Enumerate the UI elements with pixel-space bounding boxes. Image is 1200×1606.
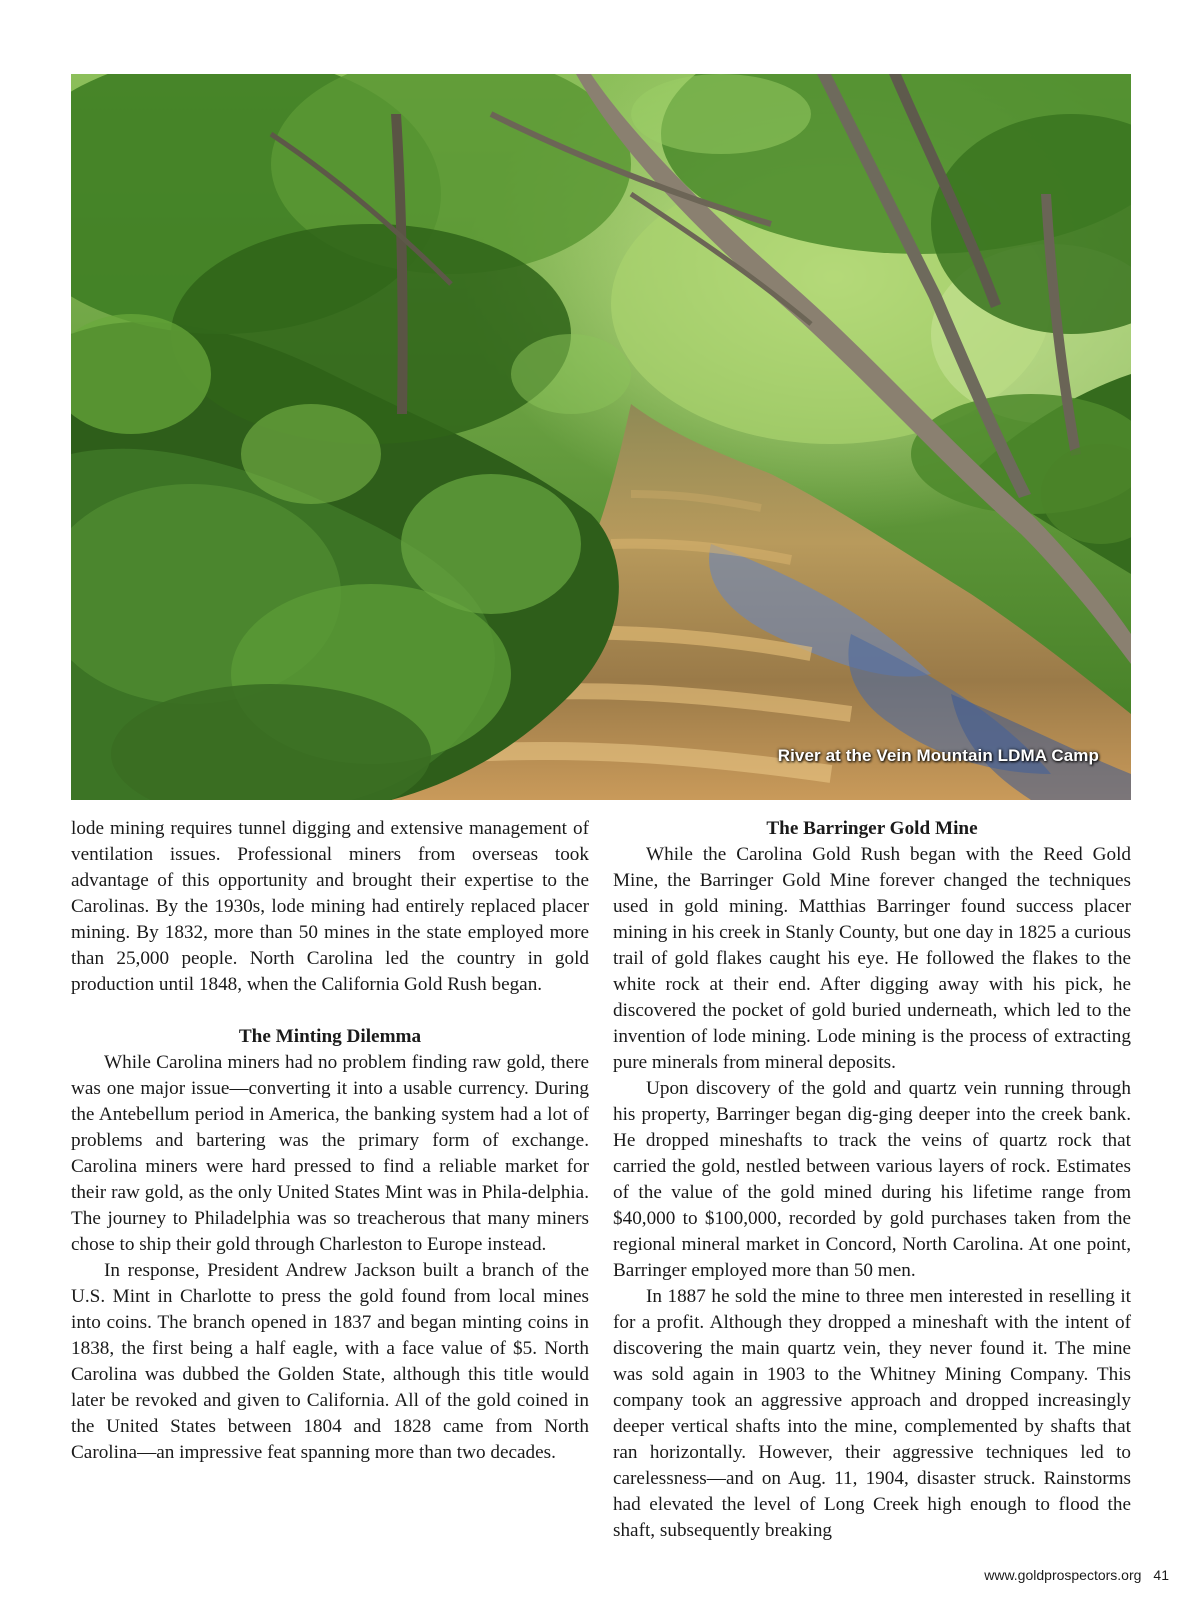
website-url: www.goldprospectors.org xyxy=(984,1567,1142,1583)
section-heading-barringer-gold-mine: The Barringer Gold Mine xyxy=(766,818,978,839)
minting-paragraph-1: While Carolina miners had no problem finding raw gold, there was one major issue—converting it into a usable currency. During the Antebellum period in America, the banking system had a lot of problems and bartering was the primary form of exchange. Carolina miners were hard pressed to find a reliable market for their raw gold, as the only United States Mint was in Phila-delphia. The journey to Philadelphia was so treacherous that many miners chose to ship their gold through Charleston to Europe instead. xyxy=(71,1052,589,1255)
barringer-paragraph-2: Upon discovery of the gold and quartz vein running through his property, Barringer began dig-ging deeper into the creek bank. He dropped mineshafts to track the veins of quartz rock that carried the gold, nestled between various layers of rock. Estimates of the value of the gold mined during his lifetime range from $40,000 to $100,000, recorded by gold purchases taken from the regional mineral market in Concord, North Carolina. At one point, Barringer employed more than 50 men. xyxy=(613,1078,1131,1281)
river-photo xyxy=(71,74,1131,800)
page-number: 41 xyxy=(1153,1567,1169,1583)
barringer-paragraph-3: In 1887 he sold the mine to three men interested in reselling it for a profit. Although they dropped a mineshaft with the intent of discovering the main quartz vein, they never found it. The mine was sold again in 1903 to the Whitney Mining Company. This company took an aggressive approach and dropped increasingly deeper vertical shafts into the mine, complemented by shafts that ran horizontally. However, their aggressive techniques led to carelessness—and on Aug. 11, 1904, disaster struck. Rainstorms had elevated the level of Long Creek high enough to flood the shaft, subsequently breaking xyxy=(613,1286,1131,1541)
forest-creek-illustration xyxy=(71,74,1131,800)
photo-caption: River at the Vein Mountain LDMA Camp xyxy=(777,746,1099,765)
right-column xyxy=(613,816,1131,1544)
minting-paragraph-2: In response, President Andrew Jackson built a branch of the U.S. Mint in Charlotte to press the gold found from local mines into coins. The branch opened in 1837 and began minting coins in 1838, the first being a half eagle, with a face value of $5. North Carolina was dubbed the Golden State, although this title would later be revoked and given to California. All of the gold coined in the United States between 1804 and 1828 came from North Carolina—an impressive feat spanning more than two decades. xyxy=(71,1260,589,1463)
barringer-paragraph-1: While the Carolina Gold Rush began with the Reed Gold Mine, the Barringer Gold Mine forever changed the techniques used in gold mining. Matthias Barringer found success placer mining in his creek in Stanly County, but one day in 1825 a curious trail of gold flakes caught his eye. He followed the flakes to the white rock at their end. After digging away with his pick, he discovered the pocket of gold buried underneath, which led to the invention of lode mining. Lode mining is the process of extracting pure minerals from mineral deposits. xyxy=(613,844,1131,1073)
section-heading-minting-dilemma: The Minting Dilemma xyxy=(238,1026,422,1047)
page-footer xyxy=(984,1567,1169,1583)
left-column xyxy=(71,816,589,1466)
left-paragraph-1: lode mining requires tunnel digging and extensive management of ventilation issues. Professional miners from overseas took advantage of this opportunity and brought their expertise to the Carolinas. By the 1930s, lode mining had entirely replaced placer mining. By 1832, more than 50 mines in the state employed more than 25,000 people. North Carolina led the country in gold production until 1848, when the California Gold Rush began. xyxy=(71,818,589,995)
